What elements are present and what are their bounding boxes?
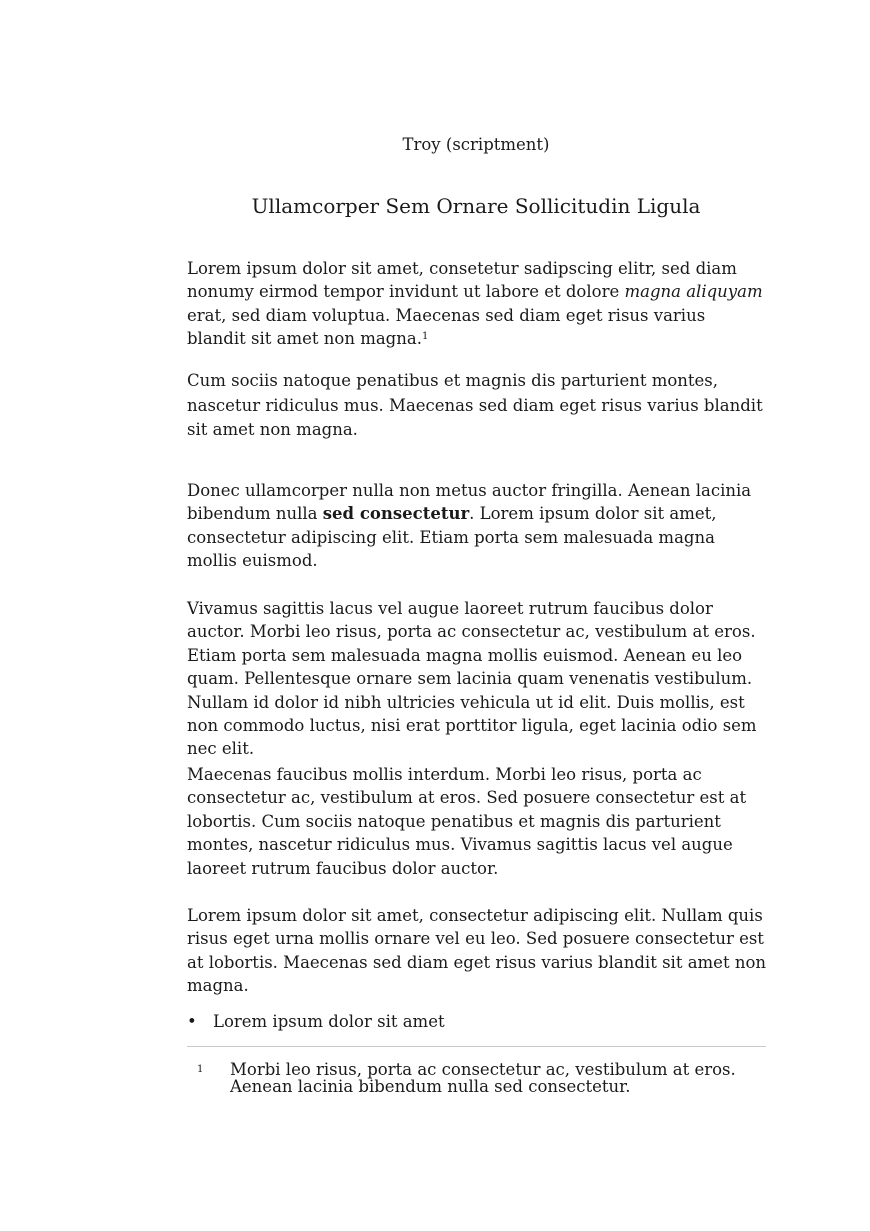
footnote-reference[interactable]: 1 (421, 331, 429, 343)
footnote (187, 1062, 767, 1095)
list-item (187, 1010, 767, 1033)
paragraph-1-text-a: Lorem ipsum dolor sit amet, consetetur sadipscing elitr, sed diam nonumy eirmod tempor invidunt ut labore et dolore (187, 259, 737, 302)
paragraph-3-text-a: Donec ullamcorper nulla non metus auctor fringilla. Aenean lacinia bibendum nulla (187, 481, 752, 524)
paragraph-2 (187, 369, 767, 443)
running-header: Troy (scriptment) (402, 135, 550, 154)
paragraph-1-emphasis: magna aliquyam (624, 282, 763, 302)
document-title: Ullamcorper Sem Ornare Sollicitudin Ligula (251, 194, 701, 218)
paragraph-6 (187, 904, 767, 998)
footnote-number: 1 (197, 1064, 204, 1075)
paragraph-1 (187, 257, 767, 351)
paragraph-4-text: Vivamus sagittis lacus vel augue laoreet rutrum faucibus dolor auctor. Morbi leo risus, porta ac consectetur ac, vestibulum at eros. Etiam porta sem malesuada magna mollis euismod. Aenean eu leo quam. Pellentesque ornare sem lacinia quam venenatis vestibulum. Nullam id dolor id nibh ultricies vehicula ut id elit. Duis mollis, est non commodo luctus, nisi erat porttitor ligula, eget lacinia odio sem nec elit. (187, 599, 757, 759)
list-item-text: Lorem ipsum dolor sit amet (213, 1012, 445, 1031)
paragraph-5 (187, 763, 767, 880)
paragraph-3 (187, 479, 767, 573)
paragraph-2-text: Cum sociis natoque penatibus et magnis dis parturient montes, nascetur ridiculus mus. Maecenas sed diam eget risus varius blandit sit amet non magna. (187, 371, 763, 439)
paragraph-5-text: Maecenas faucibus mollis interdum. Morbi leo risus, porta ac consectetur ac, vestibulum at eros. Sed posuere consectetur est at lobortis. Cum sociis natoque penatibus et magnis dis parturient montes, nascetur ridiculus mus. Vivamus sagittis lacus vel augue laoreet rutrum faucibus dolor auctor. (187, 765, 747, 878)
bullet-list (187, 1010, 767, 1033)
bullet-marker: • (187, 1012, 197, 1031)
footnote-text: Morbi leo risus, porta ac consectetur ac, vestibulum at eros. Aenean lacinia bibendum nulla sed consectetur. (230, 1060, 736, 1096)
paragraph-3-text-b: . Lorem ipsum dolor sit amet, consectetur adipiscing elit. Etiam porta sem malesuada magna mollis euismod. (187, 504, 717, 571)
paragraph-6-text: Lorem ipsum dolor sit amet, consectetur adipiscing elit. Nullam quis risus eget urna mollis ornare vel eu leo. Sed posuere consectetur est at lobortis. Maecenas sed diam eget risus varius blandit sit amet non magna. (187, 906, 767, 996)
paragraph-4 (187, 597, 767, 761)
paragraph-1-text-b: erat, sed diam voluptua. Maecenas sed diam eget risus varius blandit sit amet non magna. (187, 305, 706, 349)
footnote-separator (187, 1046, 766, 1047)
paragraph-3-bold: sed consectetur (322, 504, 470, 524)
